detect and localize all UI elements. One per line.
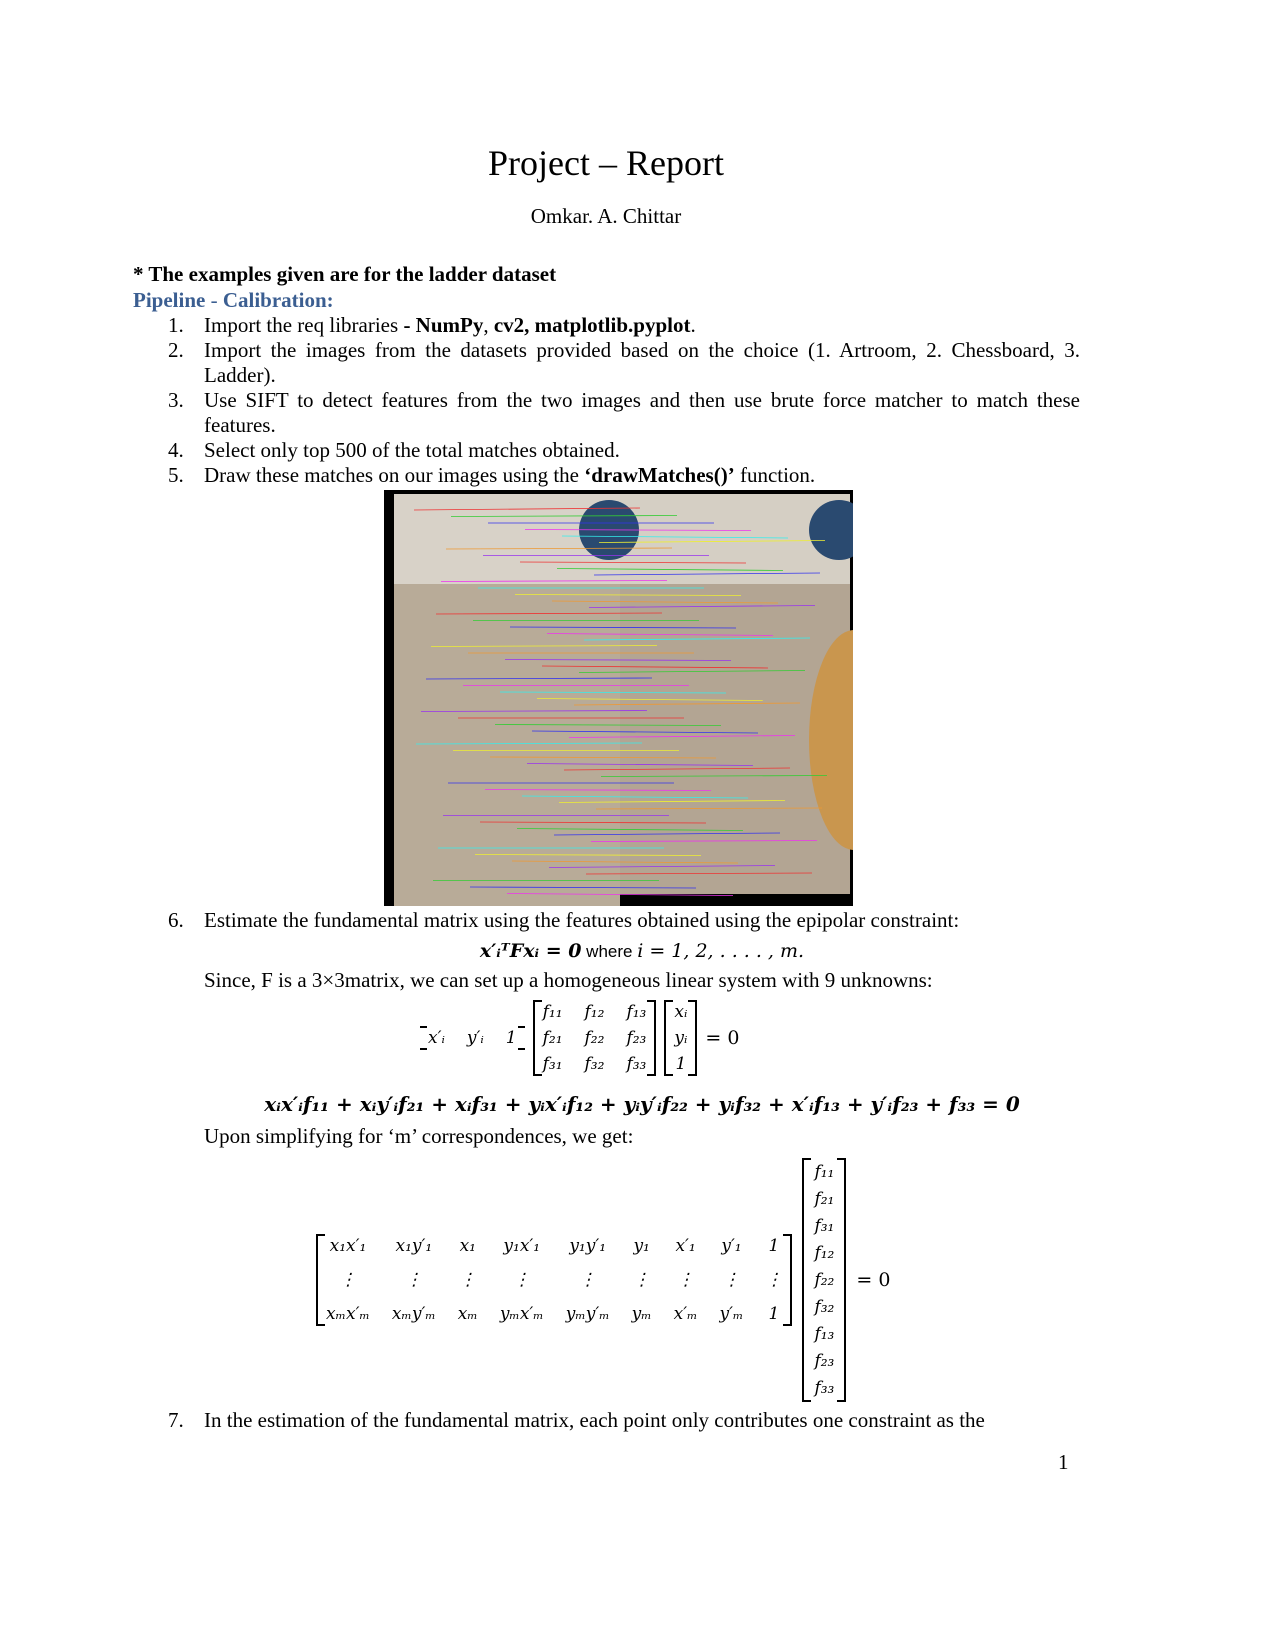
list-item xyxy=(168,1408,1080,1433)
text: In the estimation of the fundamental matrix, each point only contributes one constraint as the xyxy=(204,1408,985,1432)
heading-a: Pipeline xyxy=(133,288,206,312)
A-matrix xyxy=(316,1234,792,1326)
matrix-cell: f₂₃ xyxy=(814,1351,835,1371)
matrix-cell: f₃₃ xyxy=(626,1054,647,1074)
list-number: 4. xyxy=(168,438,184,462)
matrix-cell: xᵢ xyxy=(674,1002,688,1022)
heading-dash: - xyxy=(205,288,223,312)
matrix-cell: x′ᵢ xyxy=(428,1028,445,1048)
text: , xyxy=(483,313,494,337)
dataset-note: * The examples given are for the ladder dataset xyxy=(133,262,557,286)
matrix-cell: y₁x′₁ xyxy=(503,1236,541,1256)
matrix-cell: f₂₂ xyxy=(584,1028,605,1048)
list-number: 3. xyxy=(168,388,184,412)
list-number: 5. xyxy=(168,463,184,487)
matrix-cell: f₂₁ xyxy=(542,1028,563,1048)
matrix-cell: xₘy′ₘ xyxy=(391,1304,436,1324)
since-text: Since, F is a 3×3matrix, we can set up a homogeneous linear system with 9 unknowns: xyxy=(204,968,933,992)
matrix-cell: x₁ xyxy=(459,1236,476,1256)
bold-text: cv2, matplotlib.pyplot xyxy=(493,313,691,337)
matrix-cell: ⋮ xyxy=(459,1270,477,1290)
matrix-cell: x₁y′₁ xyxy=(395,1236,433,1256)
matrix-cell: f₃₁ xyxy=(542,1054,563,1074)
matrix-cell: 1 xyxy=(768,1236,780,1256)
matrix-cell: f₂₃ xyxy=(626,1028,647,1048)
matrix-cell: f₃₂ xyxy=(814,1297,835,1317)
list-item xyxy=(168,463,1080,488)
expanded-equation: xᵢx′ᵢf₁₁ + xᵢy′ᵢf₂₁ + xᵢf₃₁ + yᵢx′ᵢf₁₂ + yᵢy′ᵢf₂₂ + yᵢf₃₂ + x′ᵢf₁₃ + y′ᵢf₂₃ + f₃₃ = 0 xyxy=(264,1092,1020,1116)
text: Use SIFT to detect features from the two images and then use brute force matcher to match these features. xyxy=(204,388,1080,437)
linear-system xyxy=(316,1158,890,1402)
matrix-cell: f₁₃ xyxy=(814,1324,835,1344)
matrix-cell: yₘ xyxy=(631,1304,652,1324)
matrix-cell: ⋮ xyxy=(513,1270,531,1290)
equation-lhs: x′ᵢᵀFxᵢ = 0 xyxy=(479,940,582,962)
matrix-cell: f₁₂ xyxy=(814,1243,835,1263)
matrix-cell: f₁₂ xyxy=(584,1002,605,1022)
matrix-cell: f₁₁ xyxy=(814,1162,835,1182)
text: Draw these matches on our images using the xyxy=(204,463,585,487)
matrix-cell: 1 xyxy=(768,1304,780,1324)
list-number: 2. xyxy=(168,338,184,362)
author: Omkar. A. Chittar xyxy=(530,204,682,228)
text: function. xyxy=(734,463,816,487)
text: . xyxy=(690,313,696,337)
row-vector xyxy=(420,1026,525,1050)
page-title: Project – Report xyxy=(488,143,724,183)
matrix-cell: y′₁ xyxy=(721,1236,742,1256)
matrix-cell: f₂₂ xyxy=(814,1270,835,1290)
matrix-cell: ⋮ xyxy=(339,1270,357,1290)
text: Select only top 500 of the total matches obtained. xyxy=(204,438,620,462)
bold-text: - NumPy xyxy=(403,313,484,337)
text: Estimate the fundamental matrix using the features obtained using the epipolar constraint: xyxy=(204,908,960,932)
text: Import the req libraries xyxy=(204,313,404,337)
page-number: 1 xyxy=(1058,1450,1069,1474)
matrix-cell: ⋮ xyxy=(405,1270,423,1290)
matches-figure-svg xyxy=(384,490,853,906)
list-item xyxy=(168,338,1080,388)
list-number: 7. xyxy=(168,1408,184,1432)
equals-zero: = 0 xyxy=(705,1027,740,1049)
matrix-cell: ⋮ xyxy=(765,1270,783,1290)
matrix-cell: f₃₁ xyxy=(814,1216,835,1236)
fundamental-matrix xyxy=(533,1000,657,1076)
list-item xyxy=(168,908,1080,933)
matrix-cell: x′₁ xyxy=(675,1236,696,1256)
equation-where: where xyxy=(581,942,638,961)
matrix-cell: xₘ xyxy=(457,1304,478,1324)
matrix-cell: x₁x′₁ xyxy=(329,1236,367,1256)
matrix-cell: 1 xyxy=(675,1054,687,1074)
matrix-cell: y₁ xyxy=(633,1236,650,1256)
matrix-cell: ⋮ xyxy=(722,1270,740,1290)
epipolar-equation xyxy=(204,938,1080,963)
list-number: 6. xyxy=(168,908,184,932)
list-item xyxy=(168,388,1080,438)
matrix-cell: xₘx′ₘ xyxy=(326,1304,370,1324)
matrix-cell: yₘx′ₘ xyxy=(499,1304,544,1324)
matrix-cell: 1 xyxy=(505,1028,517,1048)
equals-zero: = 0 xyxy=(856,1269,891,1291)
matrix-cell: f₂₁ xyxy=(814,1189,835,1209)
matrix-cell: yᵢ xyxy=(674,1028,688,1048)
list-item xyxy=(168,438,1080,463)
matrix-cell: f₁₁ xyxy=(542,1002,563,1022)
list-item xyxy=(168,313,1080,338)
list-number: 1. xyxy=(168,313,184,337)
matrix-cell: y′ᵢ xyxy=(466,1028,484,1048)
text: Import the images from the datasets provided based on the choice (1. Artroom, 2. Chessboard, 3. Ladder). xyxy=(204,338,1080,387)
equation-rhs: i = 1, 2, . . . . , m. xyxy=(637,940,805,962)
matrix-cell: f₃₂ xyxy=(584,1054,605,1074)
heading-b: Calibration: xyxy=(222,288,334,312)
f-vector xyxy=(802,1158,846,1402)
feature-matches-image xyxy=(384,490,853,906)
simplify-text: Upon simplifying for ‘m’ correspondences, we get: xyxy=(204,1124,634,1148)
matrix-cell: ⋮ xyxy=(579,1270,597,1290)
bold-text: ‘drawMatches()’ xyxy=(584,463,735,487)
section-heading xyxy=(133,288,334,313)
matrix-cell: ⋮ xyxy=(677,1270,695,1290)
matrix-equation xyxy=(420,1000,739,1076)
matrix-cell: ⋮ xyxy=(633,1270,651,1290)
matrix-cell: yₘy′ₘ xyxy=(565,1304,610,1324)
matrix-cell: f₃₃ xyxy=(814,1378,835,1398)
matrix-cell: y′ₘ xyxy=(719,1304,744,1324)
matrix-cell: x′ₘ xyxy=(673,1304,698,1324)
matrix-cell: y₁y′₁ xyxy=(569,1236,607,1256)
matrix-cell: f₁₃ xyxy=(626,1002,647,1022)
point-vector xyxy=(664,1000,697,1076)
